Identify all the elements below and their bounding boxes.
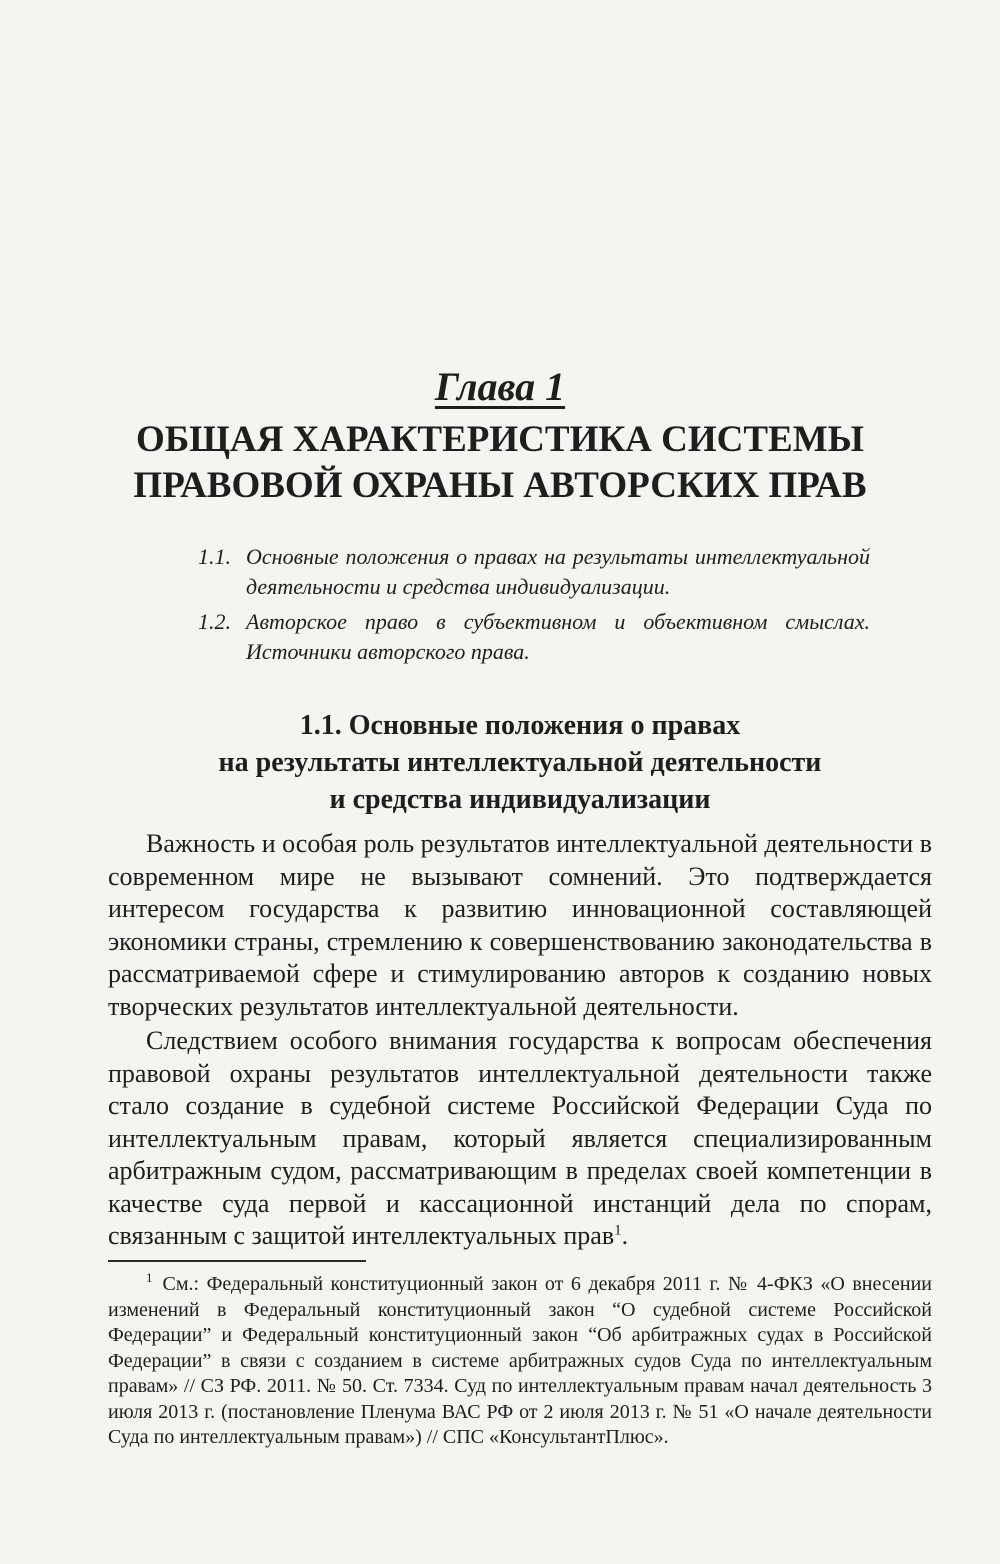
section-heading-line-2: на результаты интеллектуальной деятельности — [218, 747, 822, 778]
section-heading-line-1: 1.1. Основные положения о правах — [299, 710, 741, 741]
section-heading — [0, 707, 1000, 818]
chapter-label-text: Глава 1 — [434, 364, 566, 409]
footnote-reference[interactable]: 1 — [614, 1222, 622, 1239]
chapter-title-line-2: ПРАВОВОЙ ОХРАНЫ АВТОРСКИХ ПРАВ — [133, 465, 867, 506]
contents-item-text: Авторское право в субъективном и объективном смыслах. Источники авторского права. — [246, 609, 870, 664]
contents-item-number: 1.2. — [198, 609, 231, 634]
paragraph-2 — [108, 1025, 932, 1253]
paragraph-1: Важность и особая роль результатов интеллектуальной деятельности в современном мире не вызывают сомнений. Это подтверждается интересом государства к развитию инновационной составляющей экономики страны, стремлению к совершенствованию законодательства в рассматриваемой сфере и стимулированию авторов к созданию новых творческих результатов интеллектуальной деятельности. — [108, 829, 932, 1021]
body-text — [108, 828, 932, 1255]
paragraph-2-text: Следствием особого внимания государства к вопросам обеспечения правовой охраны результатов интеллектуальной деятельности также стало создание в судебной системе Российской Федерации Суда по интеллектуальным правам, который является специализированным арбитражным судом, рассматривающим в пределах своей компетенции в качестве суда первой и кассационной инстанций дела по спорам, связанным с защитой интеллектуальных прав — [108, 1026, 932, 1250]
section-heading-line-3: и средства индивидуализации — [329, 784, 711, 815]
chapter-label — [0, 362, 1000, 412]
footnote-marker: 1 — [146, 1270, 153, 1286]
footnote-text: См.: Федеральный конституционный закон от 6 декабря 2011 г. № 4-ФКЗ «О внесении изменений в Федеральный конституционный закон “О судебной системе Российской Федерации” и Федеральный конституционный закон “Об арбитражных судах в Российской Федерации” в связи с созданием в системе арбитражных судов Суда по интеллектуальным правам» // СЗ РФ. 2011. № 50. Ст. 7334. Суд по интеллектуальным правам начал деятельность 3 июля 2013 г. (постановление Пленума ВАС РФ от 2 июля 2013 г. № 51 «О начале деятельности Суда по интеллектуальным правам») // СПС «КонсультантПлюс». — [108, 1273, 932, 1448]
contents-item-number: 1.1. — [198, 544, 231, 569]
contents-item-text: Основные положения о правах на результаты интеллектуальной деятельности и средства индивидуализации. — [246, 544, 870, 599]
footnote-divider — [108, 1260, 366, 1262]
footnote — [108, 1272, 932, 1451]
contents-item-1-1 — [198, 542, 870, 602]
paragraph-2-end: . — [621, 1221, 629, 1250]
chapter-title-line-1: ОБЩАЯ ХАРАКТЕРИСТИКА СИСТЕМЫ — [136, 419, 864, 460]
chapter-contents — [198, 542, 870, 672]
contents-item-1-2 — [198, 607, 870, 667]
chapter-title — [0, 417, 1000, 509]
